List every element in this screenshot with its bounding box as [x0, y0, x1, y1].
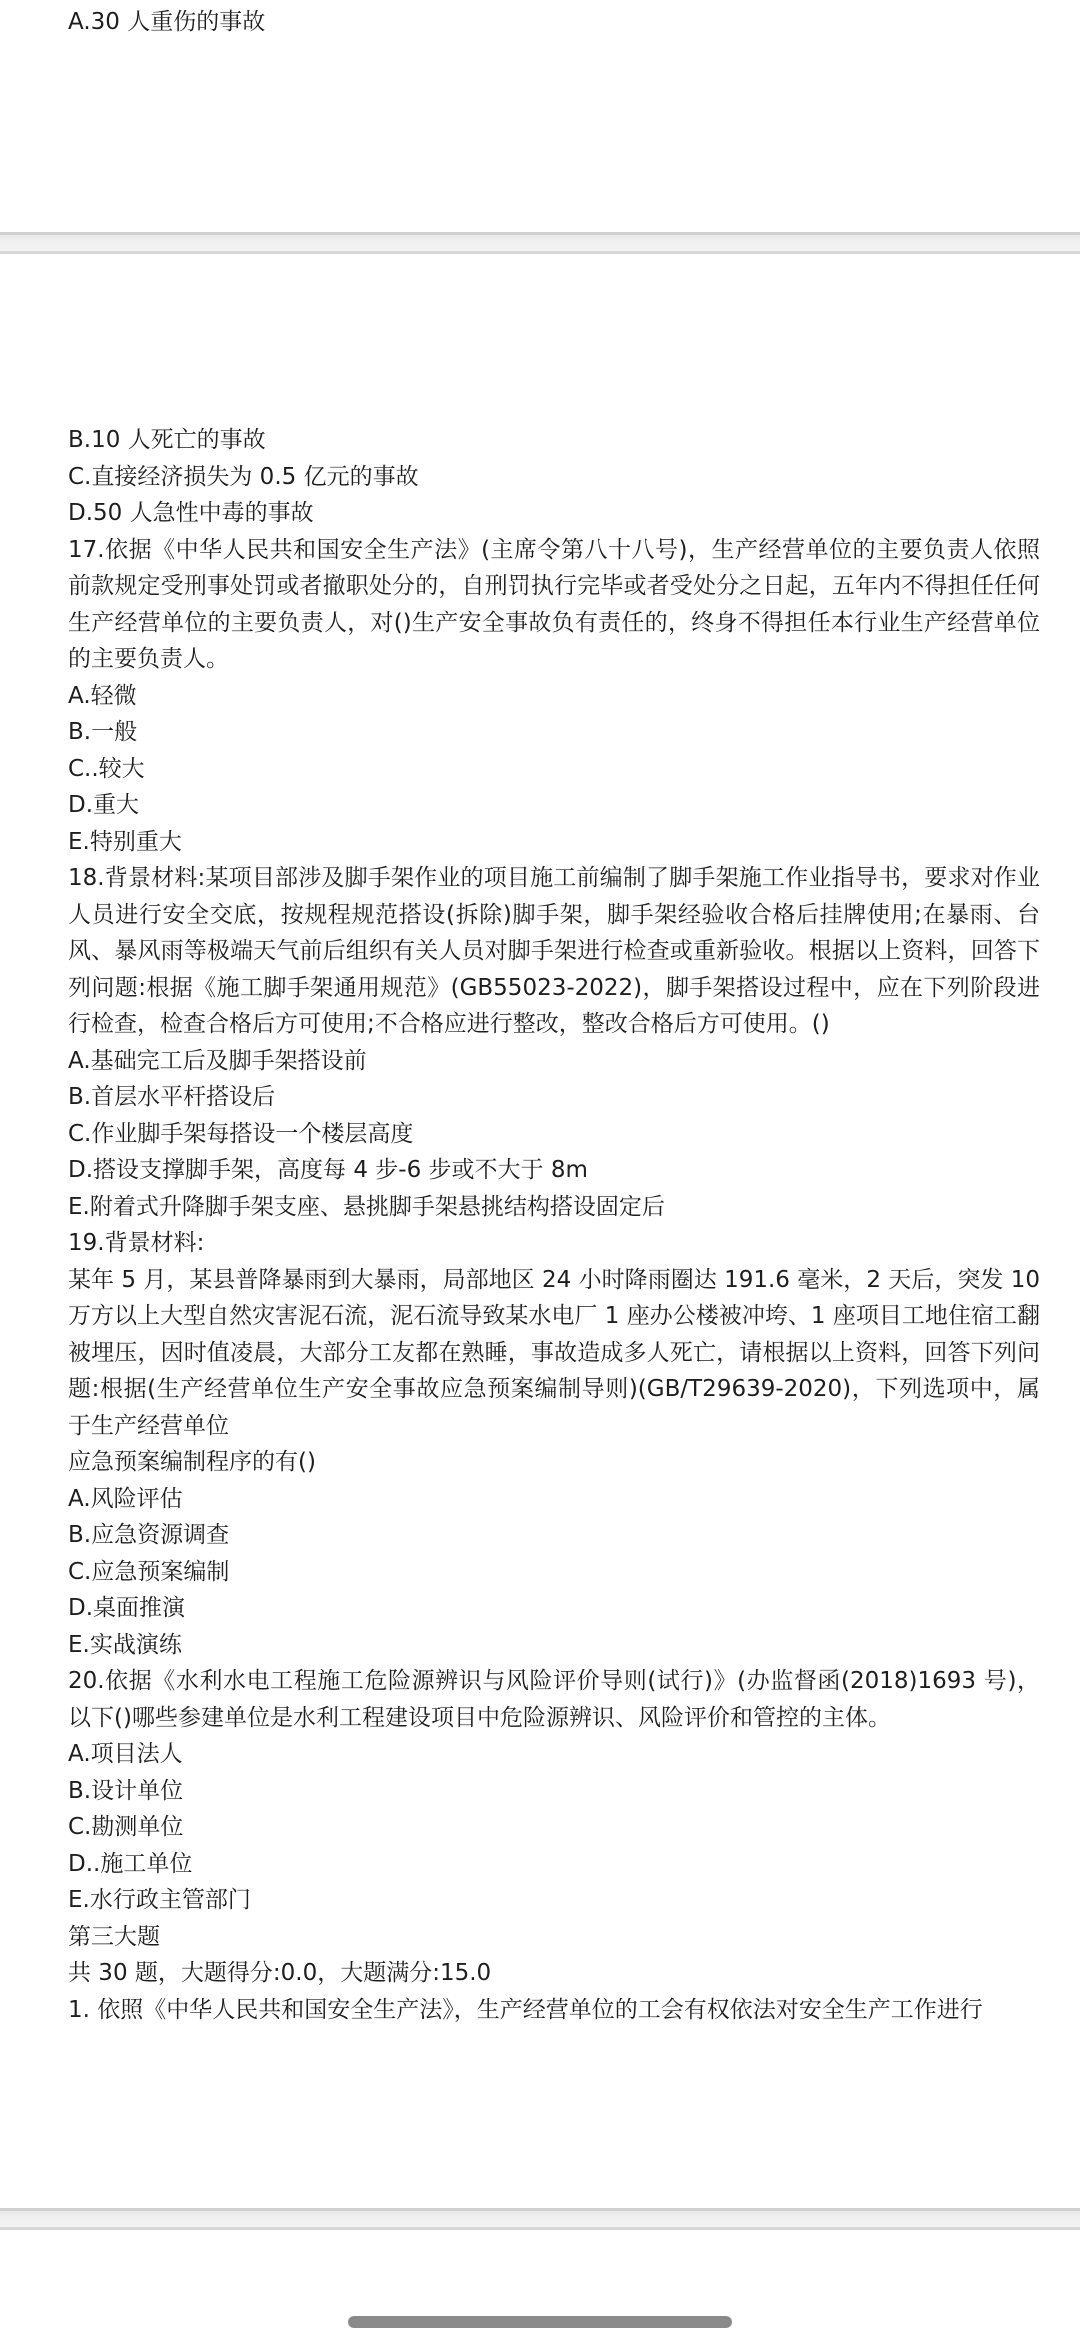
q17-option-a: A.轻微: [68, 682, 137, 709]
section-3-question-1: 1. 依照《中华人民共和国安全生产法》，生产经营单位的工会有权依法对安全生产工作进行: [68, 1996, 983, 2023]
q18-option-a: A.基础完工后及脚手架搭设前: [68, 1047, 367, 1074]
section-summary: 共 30 题，大题得分:0.0，大题满分:15.0: [68, 1960, 492, 1986]
q20-option-b: B.设计单位: [68, 1777, 184, 1804]
q20-option-a: A.项目法人: [68, 1741, 183, 1767]
q19-option-d: D.桌面推演: [68, 1595, 186, 1621]
question-19-heading: 19.背景材料:: [68, 1230, 205, 1256]
question-17-stem: 17.依据《中华人民共和国安全生产法》(主席令第八十八号)，生产经营单位的主要负责人依照前款规定受刑事处罚或者撤职处分的，自刑罚执行完毕或者受处分之日起，五年内不得担任任何生产经营单位的主要负责人，对()生产安全事故负有责任的，终身不得担任本行业生产经营单位的主要负责人。: [68, 536, 1040, 672]
q19-option-e: E.实战演练: [68, 1631, 182, 1658]
question-19-stem-continued: 应急预案编制程序的有(): [68, 1449, 316, 1475]
option-c: C.直接经济损失为 0.5 亿元的事故: [68, 463, 419, 490]
q19-option-b: B.应急资源调查: [68, 1522, 230, 1548]
page-separator: [0, 232, 1080, 254]
option-a-30-injuries: A.30 人重伤的事故: [68, 9, 266, 35]
question-20-stem: 20.依据《水利水电工程施工危险源辨识与风险评价导则(试行)》(办监督函(2018)1693 号)，以下()哪些参建单位是水利工程建设项目中危险源辨识、风险评价和管控的主体。: [68, 1668, 1040, 1731]
q18-option-b: B.首层水平杆搭设后: [68, 1084, 276, 1110]
q20-option-d: D..施工单位: [68, 1850, 193, 1877]
question-19-stem: 某年 5 月，某县普降暴雨到大暴雨，局部地区 24 小时降雨圈达 191.6 毫米，2 天后，突发 10 万方以上大型自然灾害泥石流，泥石流导致某水电厂 1 座办公楼被冲垮、1 座项目工地住宿工翻被埋压，因时值凌晨，大部分工友都在熟睡，事故造成多人死亡，请根据以上资料，回答下列问题:根据(生产经营单位生产安全事故应急预案编制导则)(GB/T29639-2020)，下列选项中，属于生产经营单位: [68, 1266, 1040, 1439]
q17-option-c: C..较大: [68, 755, 145, 782]
page-separator-bottom: [0, 2208, 1080, 2230]
q17-option-b: B.一般: [68, 719, 138, 745]
q18-option-e: E.附着式升降脚手架支座、悬挑脚手架悬挑结构搭设固定后: [68, 1193, 665, 1220]
q18-option-d: D.搭设支撑脚手架，高度每 4 步-6 步或不大于 8m: [68, 1157, 588, 1183]
section-title: 第三大题: [68, 1923, 160, 1950]
home-indicator[interactable]: [348, 2316, 732, 2328]
option-b: B.10 人死亡的事故: [68, 427, 266, 453]
q20-option-e: E.水行政主管部门: [68, 1887, 251, 1913]
question-18-stem: 18.背景材料:某项目部涉及脚手架作业的项目施工前编制了脚手架施工作业指导书，要求对作业人员进行安全交底，按规程规范搭设(拆除)脚手架，脚手架经验收合格后挂牌使用;在暴雨、台风、暴风雨等极端天气前后组织有关人员对脚手架进行检查或重新验收。根据以上资料，回答下列问题:根据《施工脚手架通用规范》(GB55023-2022)，脚手架搭设过程中，应在下列阶段进行检查，检查合格后方可使用;不合格应进行整改，整改合格后方可使用。(): [68, 865, 1040, 1037]
q17-option-e: E.特别重大: [68, 828, 182, 855]
document-page-2: [0, 254, 1080, 2208]
q20-option-c: C.勘测单位: [68, 1814, 184, 1840]
q19-option-a: A.风险评估: [68, 1485, 183, 1512]
q17-option-d: D.重大: [68, 792, 140, 818]
q19-option-c: C.应急预案编制: [68, 1558, 230, 1585]
document-page-1: [0, 0, 1080, 232]
q18-option-c: C.作业脚手架每搭设一个楼层高度: [68, 1120, 414, 1147]
option-d: D.50 人急性中毒的事故: [68, 500, 314, 526]
